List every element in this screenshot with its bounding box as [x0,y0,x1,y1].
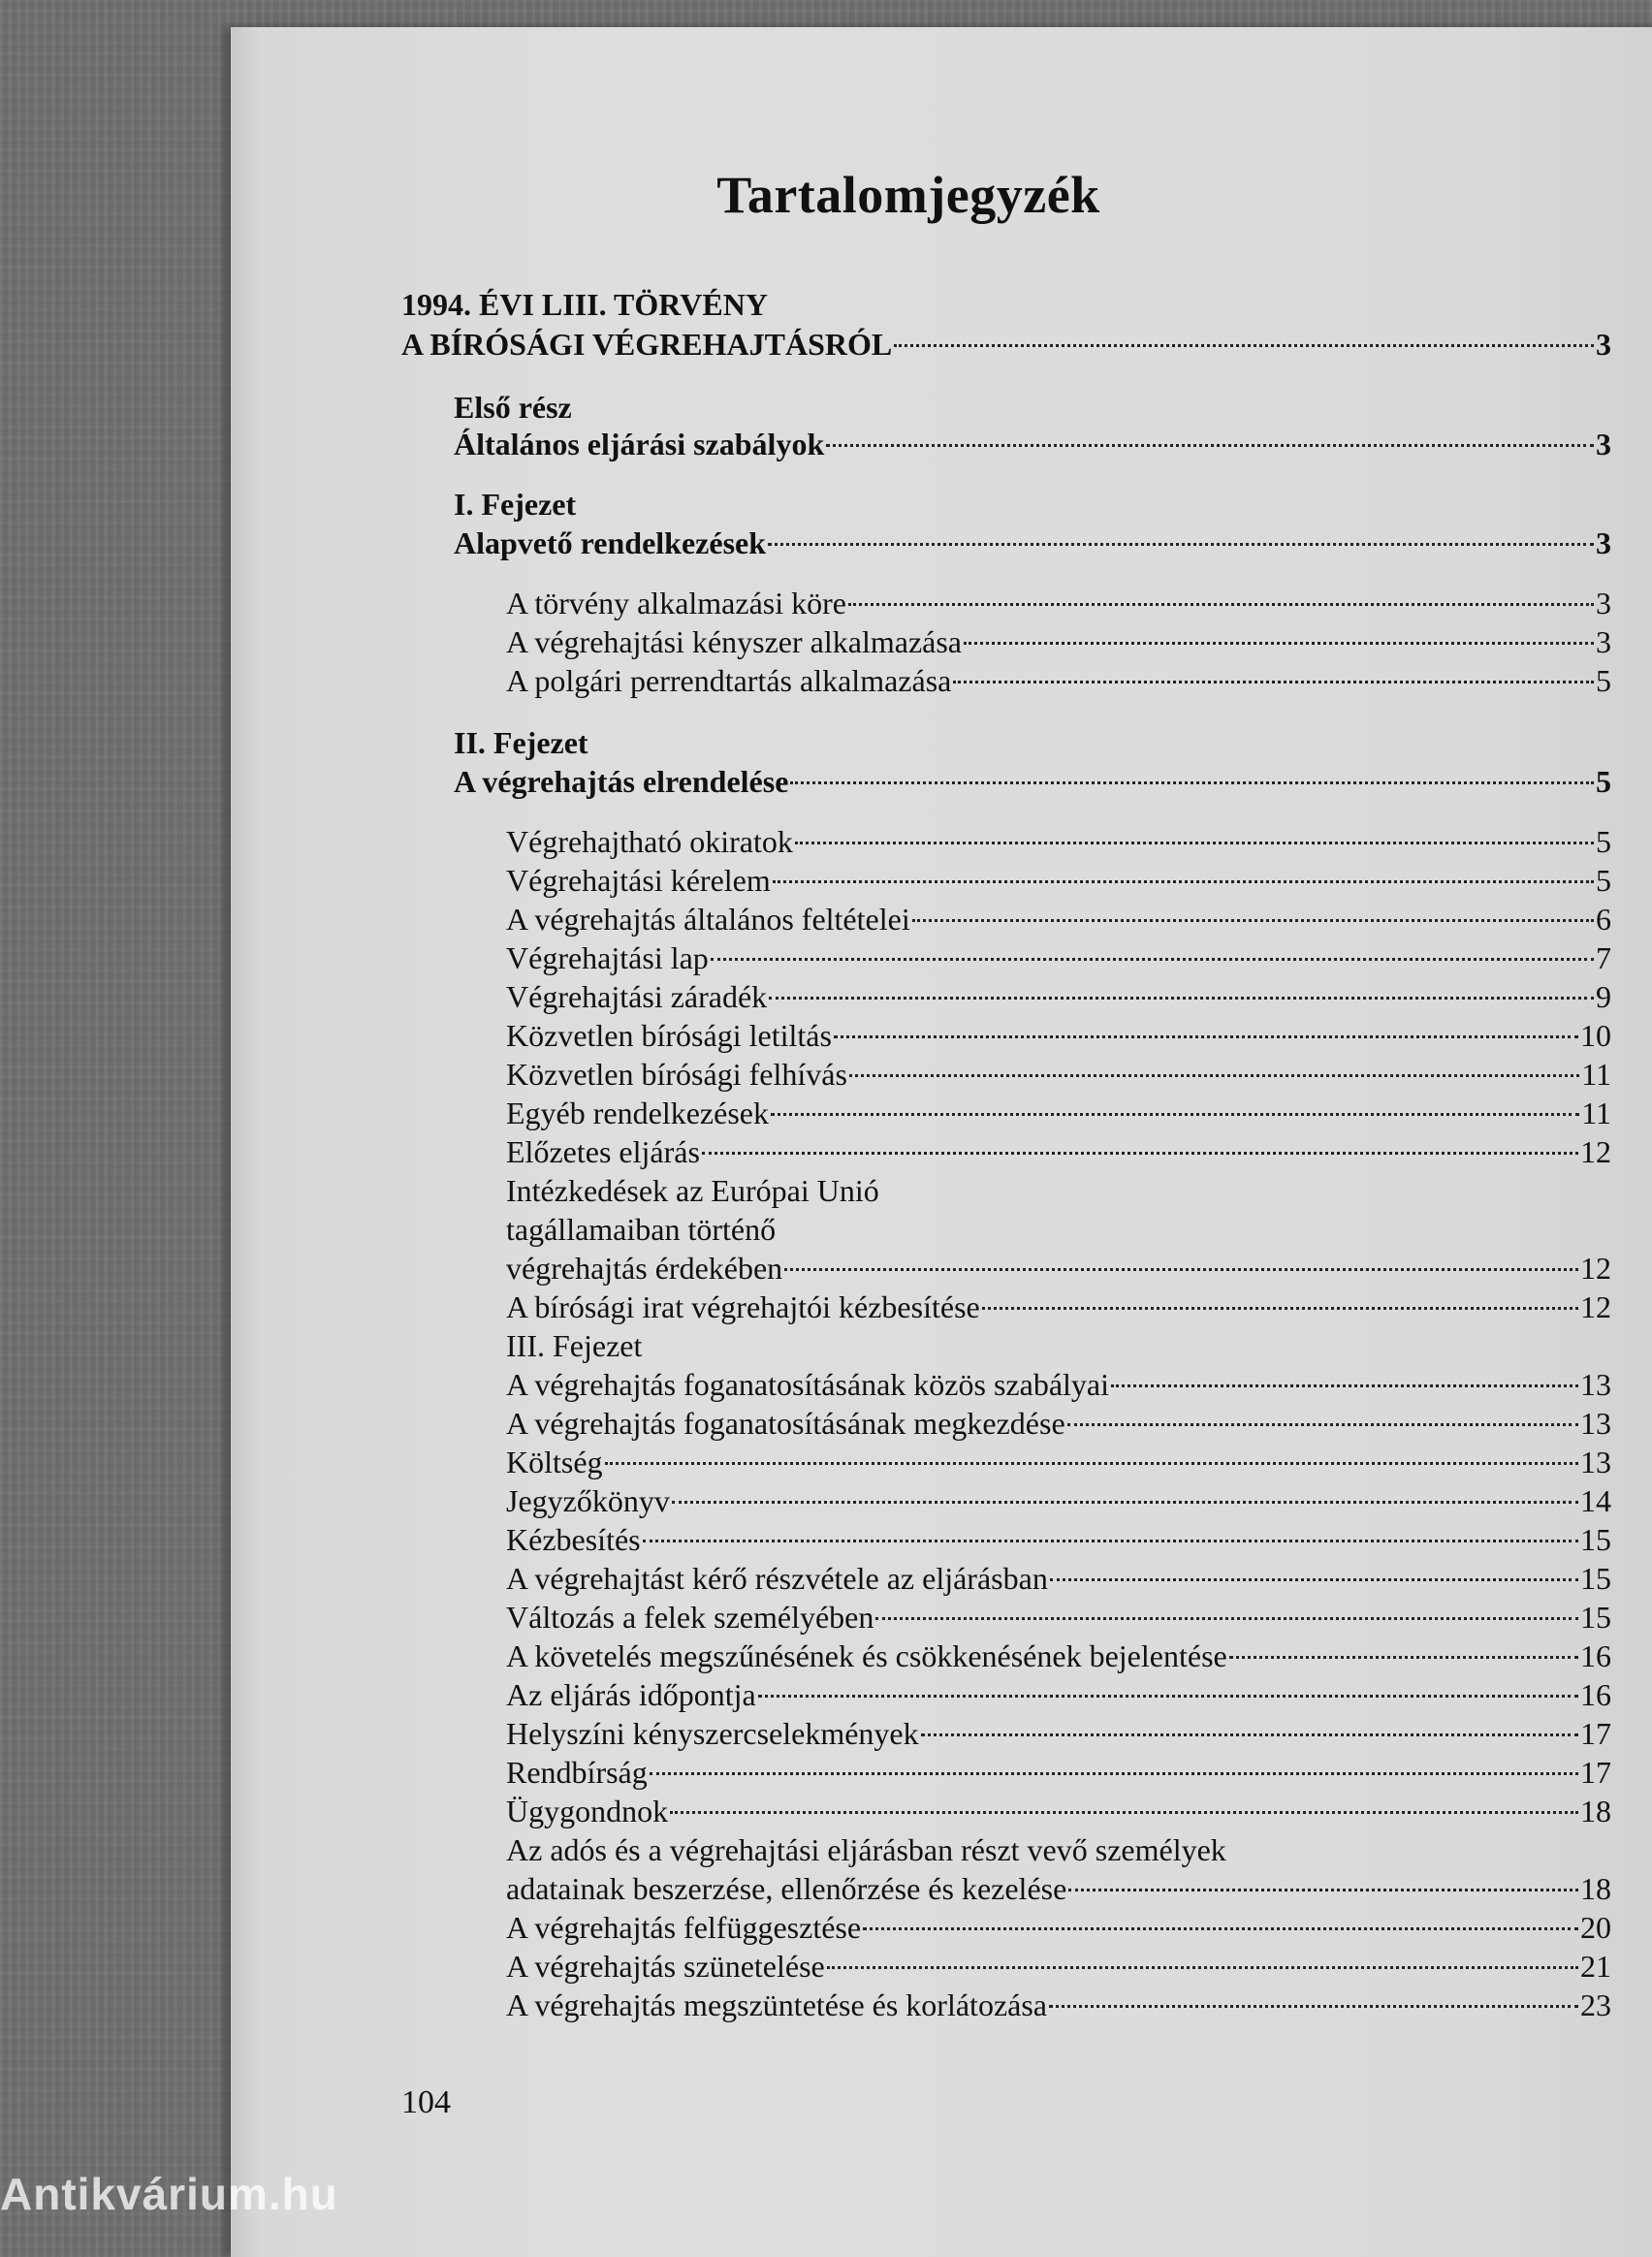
toc-page-number: 23 [1580,1987,1611,2022]
toc-entry-text: 1994. ÉVI LIII. TÖRVÉNY [401,287,768,322]
toc-entry-text: Végrehajtási záradék [506,979,768,1014]
toc-page-number: 15 [1580,1561,1611,1596]
toc-page-number: 16 [1580,1677,1611,1712]
toc-page-number: 3 [1596,624,1611,659]
toc-entry [506,1908,1611,1947]
toc-entry-text: Költség [506,1445,603,1479]
toc-entry-text: Kézbesítés [506,1522,641,1557]
toc-entry-text: III. Fejezet [506,1328,643,1363]
toc-entry [454,388,1611,427]
dot-leader [827,1966,1578,1969]
toc-entry-text: Ügygondnok [506,1794,669,1828]
toc-page-number: 12 [1580,1251,1611,1286]
toc-entry-text: Közvetlen bírósági felhívás [506,1057,847,1092]
toc-page-number: 9 [1596,979,1611,1014]
toc-page-number: 13 [1580,1445,1611,1479]
toc-entry [506,1287,1611,1326]
toc-entry [506,1753,1611,1792]
toc-entry-text: A BÍRÓSÁGI VÉGREHAJTÁSRÓL [401,327,893,362]
toc-entry-text: Az adós és a végrehajtási eljárásban részt vevő személyek [506,1832,1226,1867]
toc-entry-text: A követelés megszűnésének és csökkenésének bejelentése [506,1638,1227,1673]
toc-entry [506,622,1611,661]
toc-page-number: 7 [1596,940,1611,975]
toc-page-number: 5 [1596,764,1611,799]
toc-entry [506,1714,1611,1753]
toc-entry [454,485,1611,524]
dot-leader [953,681,1594,683]
toc-page-number: 12 [1580,1134,1611,1169]
toc-page-number: 10 [1580,1018,1611,1053]
toc-entry-text: Az eljárás időpontja [506,1677,756,1712]
dot-leader [863,1927,1578,1930]
dot-leader [1068,1889,1578,1891]
toc-entry-text: A végrehajtás foganatosításának megkezdése [506,1406,1065,1441]
dot-leader [795,842,1594,844]
toc-entry [506,1016,1611,1055]
toc-entry-text: A végrehajtás szünetelése [506,1949,825,1984]
dot-leader [771,1113,1579,1116]
toc-entry [506,861,1611,900]
toc-page-number: 5 [1596,663,1611,698]
dot-leader [875,1617,1578,1620]
toc-entry [454,762,1611,801]
toc-entry [454,723,1611,762]
toc-entry [506,1869,1611,1908]
toc-entry-text: Jegyzőkönyv [506,1483,670,1518]
dot-leader [758,1695,1578,1698]
toc-entry-text: Végrehajtási kérelem [506,863,771,898]
toc-entry-text: Változás a felek személyében [506,1600,874,1635]
toc-page-number: 11 [1581,1057,1611,1092]
toc-entry [506,938,1611,977]
toc-entry [506,1559,1611,1598]
toc-page-number: 17 [1580,1755,1611,1790]
toc-entry [506,1326,1611,1365]
toc-entry-text: tagállamaiban történő [506,1212,777,1247]
toc-entry-text: Egyéb rendelkezések [506,1096,769,1130]
toc-entry [506,1365,1611,1404]
toc-entry-text: A végrehajtási kényszer alkalmazása [506,624,962,659]
dot-leader [982,1307,1578,1310]
watermark-text: Antikvárium.hu [0,2169,338,2219]
toc-page-number: 3 [1596,586,1611,620]
toc-page-number: 18 [1580,1871,1611,1906]
toc-entry-text: II. Fejezet [454,725,588,760]
toc-entry-text: Végrehajtható okiratok [506,824,793,859]
toc-entry [506,1830,1611,1869]
dot-leader [1049,2005,1578,2008]
toc-entry-text: A végrehajtás foganatosításának közös szabályai [506,1367,1109,1402]
toc-entry [506,1171,1611,1210]
toc-entry [506,1675,1611,1714]
toc-entry [506,1443,1611,1481]
toc-entry-text: A polgári perrendtartás alkalmazása [506,663,952,698]
toc-page-number: 13 [1580,1367,1611,1402]
toc-entry [506,661,1611,700]
toc-entry [506,822,1611,861]
toc-entry-text: Közvetlen bírósági letiltás [506,1018,832,1053]
toc-page-number: 11 [1581,1096,1611,1130]
toc-entry-text: adatainak beszerzése, ellenőrzése és kezelése [506,1871,1067,1906]
toc-entry-text: A törvény alkalmazási köre [506,586,846,620]
dot-leader [1111,1384,1578,1387]
toc-page-number: 6 [1596,902,1611,937]
toc-page-number: 18 [1580,1794,1611,1828]
toc-page-number: 15 [1580,1522,1611,1557]
dot-leader [769,997,1594,1000]
dot-leader [834,1035,1578,1038]
toc-entry [506,1947,1611,1986]
toc-entry-text: Első rész [454,390,572,425]
toc-entry [506,1404,1611,1443]
toc-page-number: 15 [1580,1600,1611,1635]
toc-page-number: 3 [1596,427,1611,461]
dot-leader [768,543,1594,546]
dot-leader [1050,1578,1578,1581]
toc-entry-text: A végrehajtás felfüggesztése [506,1910,862,1945]
toc-page-number: 20 [1580,1910,1611,1945]
toc-entry [506,1249,1611,1287]
dot-leader [670,1811,1578,1814]
toc-entry-text: Végrehajtási lap [506,940,709,975]
toc-page-number: 12 [1580,1289,1611,1324]
dot-leader [643,1540,1578,1542]
toc-page-number: 3 [1596,525,1611,560]
dot-leader [790,781,1594,784]
dot-leader [672,1501,1578,1504]
dot-leader [1067,1423,1578,1426]
toc-entry [506,1481,1611,1520]
toc-entry-text: A végrehajtás megszüntetése és korlátozása [506,1987,1047,2022]
toc-entry [401,325,1611,364]
toc-entry [506,1132,1611,1171]
dot-leader [711,958,1594,961]
dot-leader [921,1733,1578,1736]
toc-entry-text: Általános eljárási szabályok [454,427,825,461]
dot-leader [894,344,1594,347]
dot-leader [912,919,1594,922]
toc-page-number: 13 [1580,1406,1611,1441]
toc-entry-text: A végrehajtás elrendelése [454,764,789,799]
toc-entry-text: Helyszíni kényszercselekmények [506,1716,919,1751]
toc-entry-text: Rendbírság [506,1755,648,1790]
toc-entry-text: Intézkedések az Európai Unió [506,1173,879,1208]
toc-page-number: 5 [1596,824,1611,859]
toc-entry-text: A végrehajtást kérő részvétele az eljárásban [506,1561,1048,1596]
toc-entry-text: Alapvető rendelkezések [454,525,767,560]
toc-entry [506,584,1611,622]
toc-page-number: 3 [1596,327,1611,362]
toc-entry [506,977,1611,1016]
toc-entry [506,900,1611,938]
toc-page-number: 14 [1580,1483,1611,1518]
toc-entry-text: végrehajtás érdekében [506,1251,783,1286]
toc-entry-text: Előzetes eljárás [506,1134,700,1169]
toc-page-number: 5 [1596,863,1611,898]
toc-page-number: 17 [1580,1716,1611,1751]
page-title: Tartalomjegyzék [716,166,1100,224]
dot-leader [826,444,1594,447]
toc-page-number: 21 [1580,1949,1611,1984]
toc-entry [401,285,1611,324]
dot-leader [964,642,1594,645]
toc-entry-text: A bírósági irat végrehajtói kézbesítése [506,1289,980,1324]
toc-entry [506,1094,1611,1132]
toc-page-number: 16 [1580,1638,1611,1673]
toc-entry [454,524,1611,562]
dot-leader [702,1152,1578,1155]
toc-entry [506,1520,1611,1559]
toc-entry-text: A végrehajtás általános feltételei [506,902,910,937]
toc-entry [506,1055,1611,1094]
toc-entry [506,1637,1611,1675]
dot-leader [605,1462,1578,1465]
dot-leader [848,603,1594,606]
dot-leader [784,1268,1578,1271]
toc-entry [506,1598,1611,1637]
toc-entry [506,1210,1611,1249]
toc-entry-text: I. Fejezet [454,487,577,522]
dot-leader [849,1074,1579,1077]
toc-entry [506,1986,1611,2024]
toc-entry [454,425,1611,463]
dot-leader [1229,1656,1578,1659]
page-number: 104 [401,2084,451,2120]
toc-entry [506,1792,1611,1830]
dot-leader [773,880,1594,883]
dot-leader [650,1772,1578,1775]
